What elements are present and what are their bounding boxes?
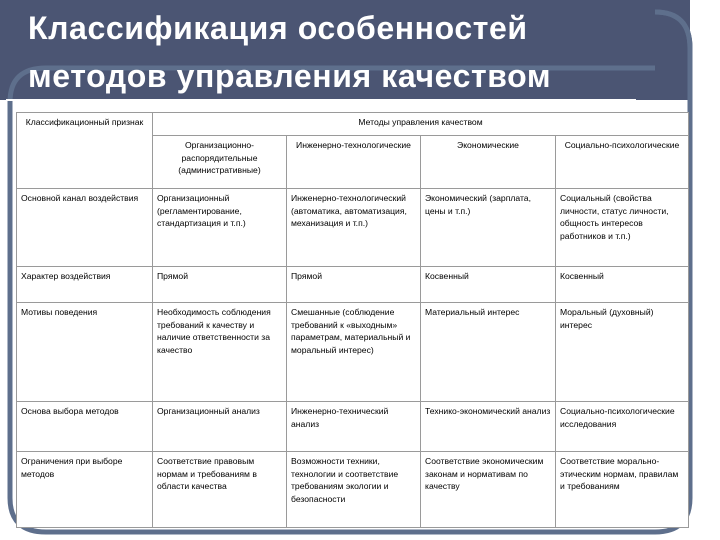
- corner-header-cell: Классификационный признак: [17, 113, 153, 189]
- table-cell: Необходимость соблюдения требований к качеству и наличие ответственности за качество: [153, 303, 287, 402]
- table-cell: Технико-экономический анализ: [421, 402, 556, 452]
- table-cell: Организационный анализ: [153, 402, 287, 452]
- table-cell: Экономический (зарплата, цены и т.п.): [421, 189, 556, 267]
- table-row: [17, 189, 689, 267]
- table-cell: Инженерно-технический анализ: [287, 402, 421, 452]
- table-row: [17, 267, 689, 303]
- table-header-row: [17, 113, 689, 136]
- group-header-cell: Методы управления качеством: [153, 113, 689, 136]
- table-cell: Социально-психологические исследования: [556, 402, 689, 452]
- table-cell: Соответствие правовым нормам и требованиям в области качества: [153, 452, 287, 528]
- table-cell: Прямой: [153, 267, 287, 303]
- table-cell: Соответствие морально-этическим нормам, правилам и требованиям: [556, 452, 689, 528]
- column-header-socio-psychological: Социально-психологические: [556, 136, 689, 189]
- table-cell: Косвенный: [421, 267, 556, 303]
- table-cell: Прямой: [287, 267, 421, 303]
- title-line-1: Классификация особенностей: [28, 10, 528, 46]
- row-label: Основной канал воздействия: [17, 189, 153, 267]
- table-cell: Социальный (свойства личности, статус личности, общность интересов работников и т.п.): [556, 189, 689, 267]
- slide-title: [28, 4, 678, 100]
- table-cell: Косвенный: [556, 267, 689, 303]
- table-cell: Инженерно-технологический (автоматика, автоматизация, механизация и т.п.): [287, 189, 421, 267]
- methods-classification-table: [16, 112, 689, 528]
- title-line-2: методов управления качеством: [28, 58, 552, 94]
- table-cell: Материальный интерес: [421, 303, 556, 402]
- column-header-economic: Экономические: [421, 136, 556, 189]
- column-header-engineering: Инженерно-технологические: [287, 136, 421, 189]
- column-header-administrative: Организационно-распорядительные (административные): [153, 136, 287, 189]
- row-label: Характер воздействия: [17, 267, 153, 303]
- row-label: Основа выбора методов: [17, 402, 153, 452]
- table-row: [17, 452, 689, 528]
- table-cell: Смешанные (соблюдение требований к «выходным» параметрам, материальный и моральный интерес): [287, 303, 421, 402]
- table-cell: Моральный (духовный) интерес: [556, 303, 689, 402]
- table-row: [17, 303, 689, 402]
- table-row: [17, 402, 689, 452]
- table-cell: Организационный (регламентирование, стандартизация и т.п.): [153, 189, 287, 267]
- title-underline: [6, 99, 636, 101]
- table-cell: Возможности техники, технологии и соответствие требованиям экологии и безопасности: [287, 452, 421, 528]
- row-label: Мотивы поведения: [17, 303, 153, 402]
- table-cell: Соответствие экономическим законам и нормативам по качеству: [421, 452, 556, 528]
- row-label: Ограничения при выборе методов: [17, 452, 153, 528]
